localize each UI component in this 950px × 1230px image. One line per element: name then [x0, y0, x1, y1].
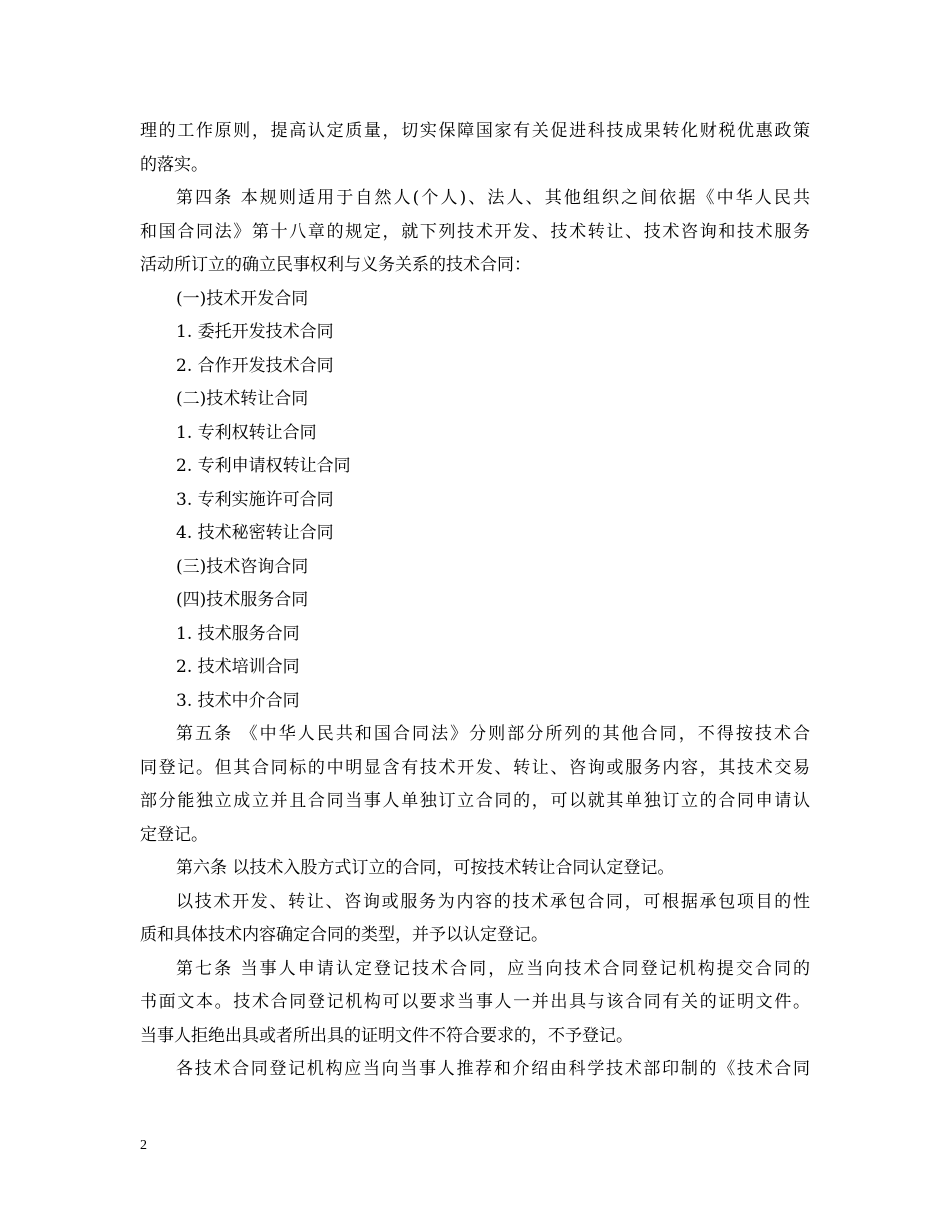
text-line: 2. 专利申请权转让合同	[176, 456, 351, 476]
text-line: 以技术开发、转让、咨询或服务为内容的技术承包合同，可根据承包项目的性	[176, 891, 810, 912]
text-line: 定登记。	[140, 824, 208, 845]
page-number: 2	[140, 1138, 147, 1153]
text-line: 3. 专利实施许可合同	[176, 489, 334, 510]
text-line: 1. 技术服务合同	[176, 623, 300, 644]
text-line: 第七条 当事人申请认定登记技术合同，应当向技术合同登记机构提交合同的	[176, 958, 810, 979]
text-line: 书面文本。技术合同登记机构可以要求当事人一并出具与该合同有关的证明文件。	[140, 992, 810, 1012]
text-line: 1. 委托开发技术合同	[176, 322, 334, 342]
text-line: 同登记。但其合同标的中明显含有技术开发、转让、咨询或服务内容，其技术交易	[140, 757, 810, 778]
text-line: 第六条 以技术入股方式订立的合同，可按技术转让合同认定登记。	[176, 858, 675, 878]
text-line: (三)技术咨询合同	[176, 556, 309, 577]
text-line: 当事人拒绝出具或者所出具的证明文件不符合要求的，不予登记。	[140, 1025, 633, 1046]
text-line: 和国合同法》第十八章的规定，就下列技术开发、技术转让、技术咨询和技术服务	[140, 221, 810, 242]
text-line: 的落实。	[140, 154, 208, 175]
text-line: 2. 合作开发技术合同	[176, 355, 334, 376]
text-line: 1. 专利权转让合同	[176, 422, 317, 443]
text-line: 第四条 本规则适用于自然人(个人)、法人、其他组织之间依据《中华人民共	[176, 188, 810, 208]
text-line: (一)技术开发合同	[176, 288, 309, 309]
text-line: 质和具体技术内容确定合同的类型，并予以认定登记。	[140, 925, 548, 945]
text-line: 理的工作原则，提高认定质量，切实保障国家有关促进科技成果转化财税优惠政策	[140, 121, 810, 141]
text-line: 各技术合同登记机构应当向当事人推荐和介绍由科学技术部印制的《技术合同	[176, 1059, 810, 1079]
text-line: (二)技术转让合同	[176, 389, 309, 409]
text-line: 3. 技术中介合同	[176, 690, 300, 711]
text-line: (四)技术服务合同	[176, 590, 309, 610]
text-line: 4. 技术秘密转让合同	[176, 523, 334, 543]
text-line: 第五条 《中华人民共和国合同法》分则部分所列的其他合同，不得按技术合	[176, 724, 810, 744]
text-line: 部分能独立成立并且合同当事人单独订立合同的，可以就其单独订立的合同申请认	[140, 791, 810, 811]
document-body	[140, 115, 810, 1087]
text-line: 活动所订立的确立民事权利与义务关系的技术合同：	[140, 255, 531, 275]
text-line: 2. 技术培训合同	[176, 657, 300, 677]
